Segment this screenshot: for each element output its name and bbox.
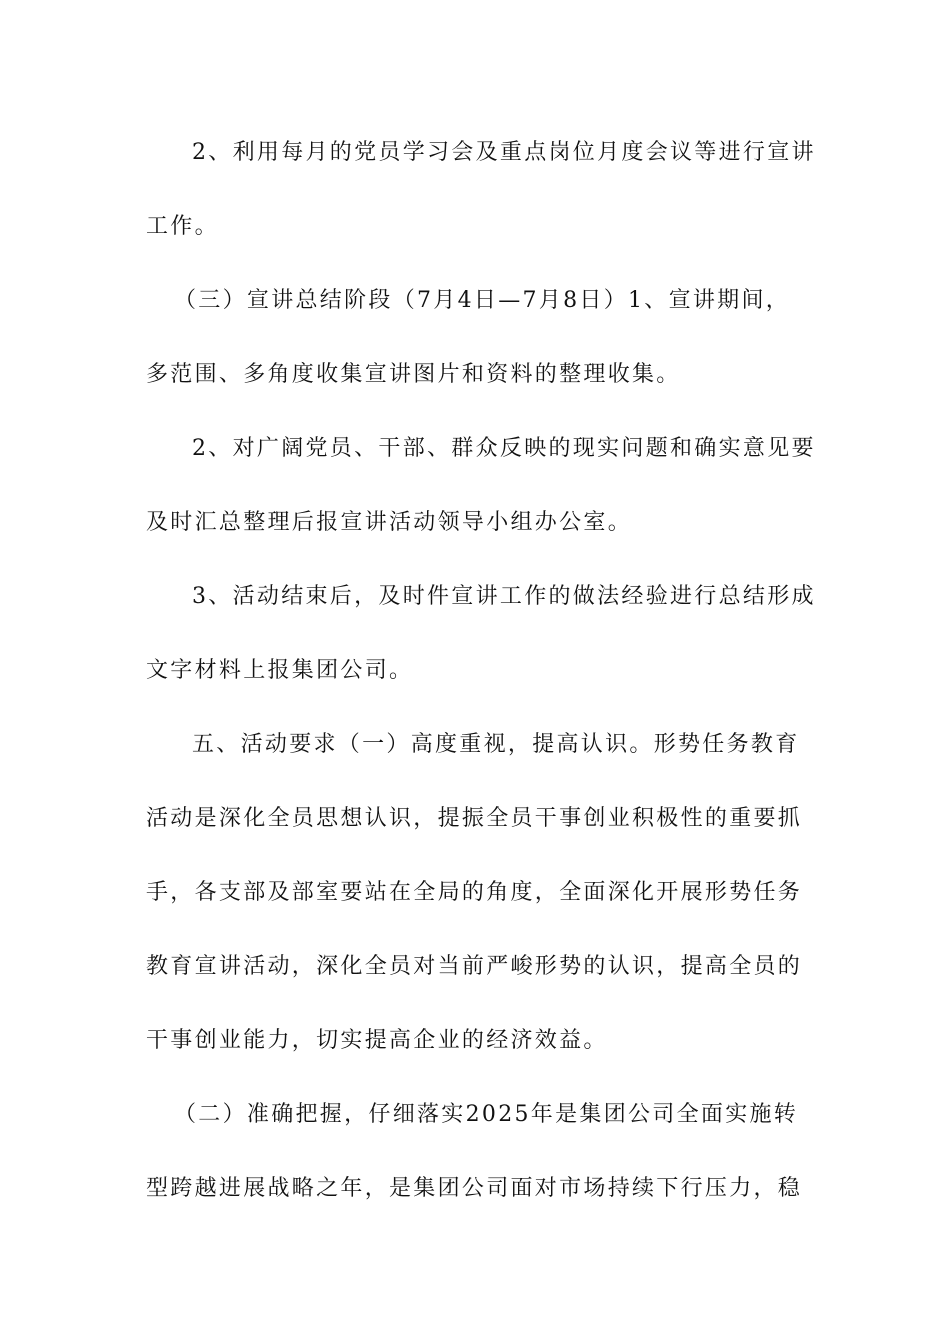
paragraph-line: 干事创业能力，切实提高企业的经济效益。 <box>146 1028 608 1053</box>
paragraph-line: 2、利用每月的党员学习会及重点岗位月度会议等进行宣讲 <box>192 140 816 165</box>
paragraph-line: 及时汇总整理后报宣讲活动领导小组办公室。 <box>146 510 633 535</box>
paragraph-line: 活动是深化全员思想认识，提振全员干事创业积极性的重要抓 <box>146 806 803 831</box>
paragraph-line: （二）准确把握，仔细落实2025年是集团公司全面实施转 <box>174 1102 799 1127</box>
paragraph-line: 2、对广阔党员、干部、群众反映的现实问题和确实意见要 <box>192 436 816 461</box>
paragraph-line: 五、活动要求（一）高度重视，提高认识。形势任务教育 <box>192 732 800 757</box>
paragraph-line: 手，各支部及部室要站在全局的角度，全面深化开展形势任务 <box>146 880 803 905</box>
paragraph-line: 教育宣讲活动，深化全员对当前严峻形势的认识，提高全员的 <box>146 954 803 979</box>
paragraph-line: 工作。 <box>146 214 219 239</box>
paragraph-line: 型跨越进展战略之年，是集团公司面对市场持续下行压力，稳 <box>146 1176 803 1201</box>
paragraph-line: （三）宣讲总结阶段（7月4日—7月8日）1、宣讲期间， <box>174 288 791 313</box>
paragraph-line: 3、活动结束后，及时件宣讲工作的做法经验进行总结形成 <box>192 584 816 609</box>
paragraph-line: 多范围、多角度收集宣讲图片和资料的整理收集。 <box>146 362 681 387</box>
paragraph-line: 文字材料上报集团公司。 <box>146 658 414 683</box>
